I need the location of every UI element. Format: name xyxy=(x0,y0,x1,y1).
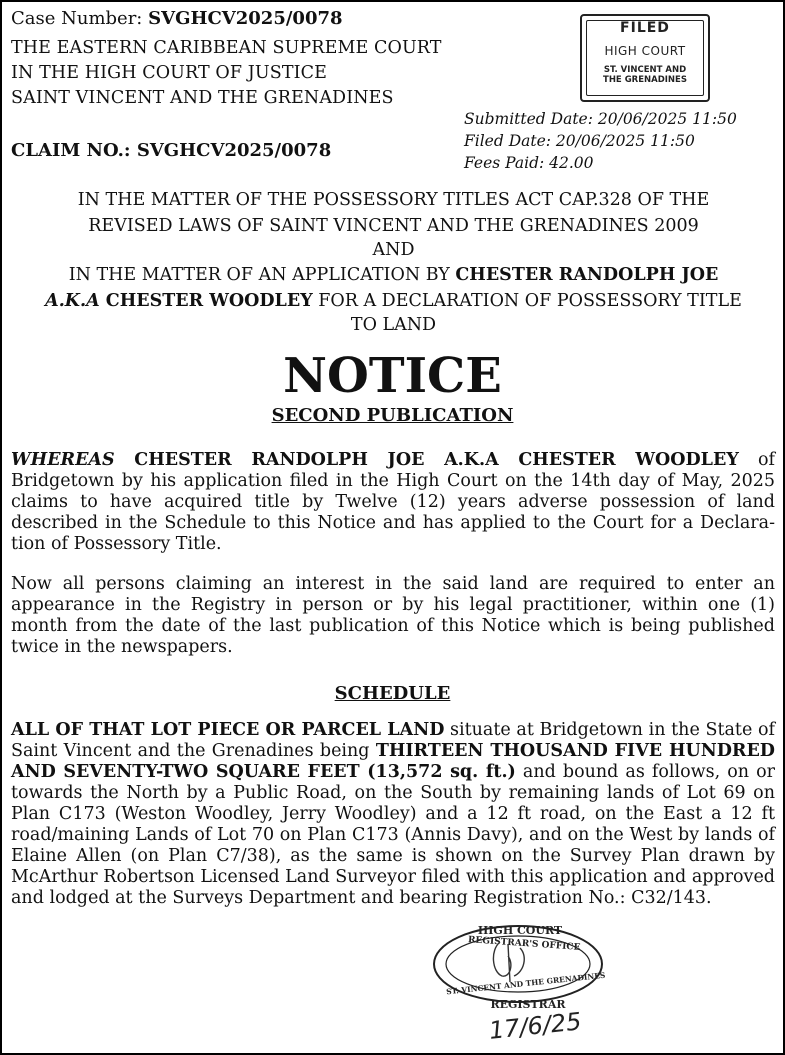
filed-stamp-title: FILED xyxy=(620,20,670,36)
filed-stamp-place xyxy=(582,65,708,85)
matter-line-5 xyxy=(8,288,779,314)
case-number-line xyxy=(11,8,343,29)
publication-subtitle: SECOND PUBLICATION xyxy=(271,405,514,426)
matter-line-4 xyxy=(8,262,779,288)
schedule-text-1: situate at Bridgetown in the State of Saint Vincent and the Grenadines being xyxy=(11,720,775,761)
registrar-stamp xyxy=(428,920,618,1050)
aka-name: CHESTER WOODLEY xyxy=(99,291,313,311)
court-line-2: IN THE HIGH COURT OF JUSTICE xyxy=(11,63,327,83)
court-line-1: THE EASTERN CARIBBEAN SUPREME COURT xyxy=(11,38,442,58)
matter-line-4-prefix: IN THE MATTER OF AN APPLICATION BY xyxy=(68,265,456,285)
case-number-value: SVGHCV2025/0078 xyxy=(148,8,343,29)
case-number-label: Case Number: xyxy=(11,8,143,29)
aka-label: A.K.A xyxy=(45,291,100,311)
filed-stamp-place-1: ST. VINCENT AND xyxy=(603,65,687,75)
schedule-heading: SCHEDULE xyxy=(334,683,451,704)
applicant-name: CHESTER RANDOLPH JOE xyxy=(455,265,719,285)
schedule-text-2: and bound as follows, on or towards the North by a Public Road, on the South by remaining lands of Lot 69 on Plan C173 (Weston Woodley, Jerry Woodley) and a 12 ft road, on the East a 12 ft road/maining Lands of Lot 70 on Plan C173 (Annis Davy), and on the West by lands of Elaine Allen (on Plan C7/38), as the same is shown on the Survey Plan drawn by McArthur Robertson Licensed Land Surveyor filed with this application and approved and lodged at the Surveys Department and bearing Registration No.: C32/143. xyxy=(11,762,775,908)
filed-stamp-place-2: THE GRENADINES xyxy=(603,75,687,85)
submitted-date: Submitted Date: 20/06/2025 11:50 xyxy=(464,110,737,128)
whereas-text: of Bridgetown by his application filed in the High Court on the 14th day of May, 2025 claims to have acquired title by Twelve (12) years adverse possession of land described in the Schedule to this Notice and has applied to the Court for a Declara-tion of Possessory Title. xyxy=(11,450,775,554)
schedule-lead: ALL OF THAT LOT PIECE OR PARCEL LAND xyxy=(11,720,445,740)
schedule-paragraph xyxy=(11,720,775,909)
notice-title: NOTICE xyxy=(283,348,502,404)
matter-line-6: TO LAND xyxy=(350,315,437,335)
court-line-3: SAINT VINCENT AND THE GRENADINES xyxy=(11,88,394,108)
registrar-stamp-place: ST. VINCENT AND THE GRENADINES xyxy=(445,970,606,997)
filed-stamp-court: HIGH COURT xyxy=(604,44,686,58)
claim-number: CLAIM NO.: SVGHCV2025/0078 xyxy=(11,140,332,161)
matter-line-5-suffix: FOR A DECLARATION OF POSSESSORY TITLE xyxy=(312,291,742,311)
claims-paragraph: Now all persons claiming an interest in the said land are required to enter an appearance in the Registry in person or by his legal practitioner, within one (1) month from the date of the last publication of this Notice which is being published twice in the newspapers. xyxy=(11,574,775,657)
whereas-word: WHEREAS xyxy=(11,450,115,470)
registrar-stamp-bottom: REGISTRAR xyxy=(490,998,566,1011)
whereas-name: CHESTER RANDOLPH JOE A.K.A CHESTER WOODLEY xyxy=(114,450,739,470)
matter-and: AND xyxy=(372,240,415,260)
registrar-stamp-top: HIGH COURT xyxy=(477,924,563,937)
fees-paid: Fees Paid: 42.00 xyxy=(464,154,594,172)
filed-date: Filed Date: 20/06/2025 11:50 xyxy=(464,132,695,150)
registrar-stamp-office: REGISTRAR'S OFFICE xyxy=(467,935,581,953)
schedule-area: THIRTEEN THOUSAND FIVE HUNDRED AND SEVENTY-TWO SQUARE FEET (13,572 sq. ft.) xyxy=(11,741,775,782)
matter-line-1: IN THE MATTER OF THE POSSESSORY TITLES ACT CAP.328 OF THE xyxy=(77,190,710,210)
filed-stamp xyxy=(580,14,710,102)
matter-line-2: REVISED LAWS OF SAINT VINCENT AND THE GRENADINES 2009 xyxy=(88,216,699,236)
registrar-handwritten-date: 17/6/25 xyxy=(487,1007,583,1045)
whereas-paragraph xyxy=(11,450,775,555)
